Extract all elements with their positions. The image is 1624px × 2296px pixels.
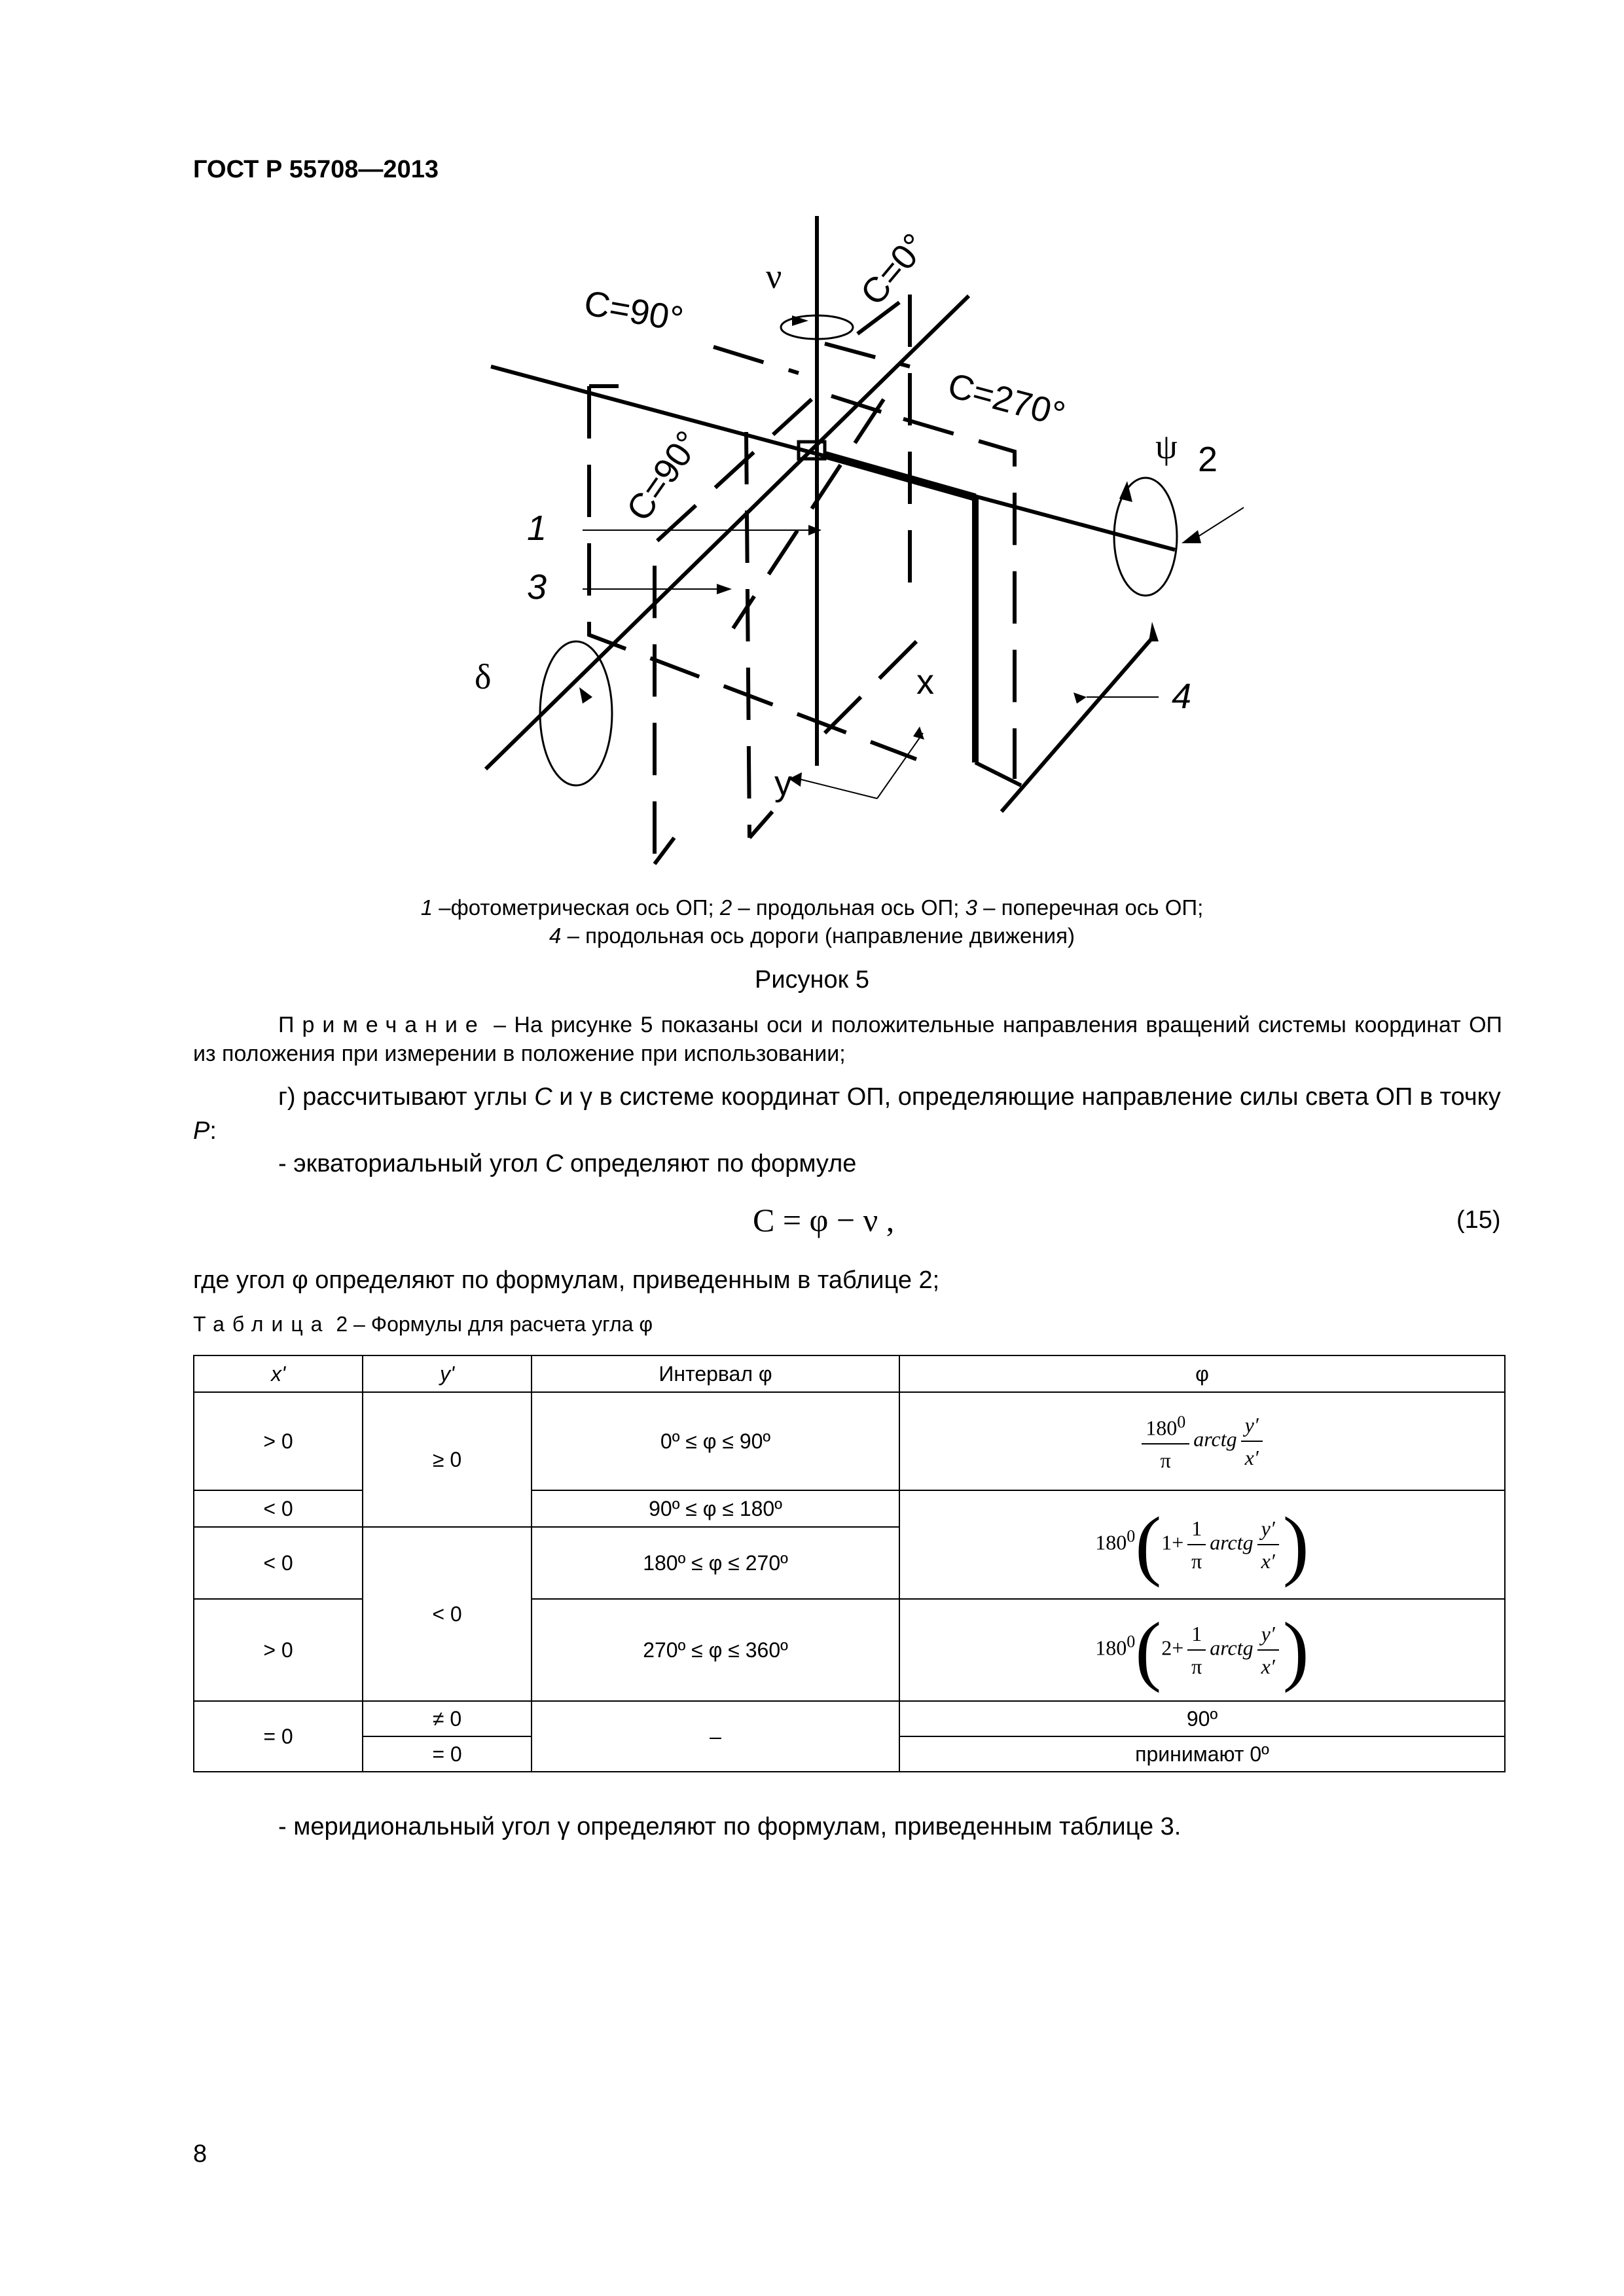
label-c90-top: C=90° — [581, 283, 687, 340]
th-interval: Интервал φ — [532, 1355, 899, 1392]
label-delta: δ — [475, 657, 492, 696]
label-1: 1 — [527, 509, 547, 548]
formula-q23: $180^0(1+$ $\frac{1}{\pi}$ arctg $\frac{y'}{x'}$ ) — [899, 1490, 1505, 1599]
formula-15: C = φ − ν , — [753, 1202, 895, 1238]
paragraph-where: где угол φ определяют по формулам, приведенным в таблице 2; — [193, 1266, 940, 1294]
label-4: 4 — [1172, 677, 1192, 716]
table-row: > 0 ≥ 0 0º ≤ φ ≤ 90º $\frac{180^0}{\pi}$ arctg $\frac{y'}{x'}$ — [194, 1392, 1505, 1490]
note-paragraph: Примечание – На рисунке 5 показаны оси и положительные направления вращений системы координат ОП из положения при измерении в положение при использовании; — [193, 1013, 1502, 1066]
label-2: 2 — [1198, 440, 1218, 479]
formula-number: (15) — [1456, 1206, 1501, 1234]
formula-q4: $180^0(2+$ $\frac{1}{\pi}$ arctg $\frac{y'}{x'}$ ) — [899, 1599, 1505, 1701]
figure-caption-line1: 1 –фотометрическая ось ОП; 2 – продольная ось ОП; 3 – поперечная ось ОП; — [420, 895, 1204, 920]
table-row: = 0 ≠ 0 – 90º — [194, 1701, 1505, 1736]
formula-q1: $\frac{180^0}{\pi}$ arctg $\frac{y'}{x'}$ — [899, 1392, 1505, 1490]
table-row: < 0 90º ≤ φ ≤ 180º $180^0(1+$ $\frac{1}{\pi}$ arctg $\frac{y'}{x'}$ ) — [194, 1490, 1505, 1527]
table-row: = 0 принимают 0º — [194, 1736, 1505, 1772]
label-c90-mid: C=90° — [619, 423, 709, 528]
th-phi: φ — [899, 1355, 1505, 1392]
page-number: 8 — [193, 2140, 208, 2168]
table-row: > 0 270º ≤ φ ≤ 360º $180^0(2+$ $\frac{1}{\pi}$ arctg $\frac{y'}{x'}$ ) — [194, 1599, 1505, 1701]
figure-axes-diagram — [458, 216, 1244, 877]
label-c0: C=0° — [853, 226, 935, 313]
phi-formula-table — [193, 1355, 1506, 1772]
label-3: 3 — [527, 567, 547, 607]
label-nu: ν — [766, 257, 782, 296]
table-row: < 0 < 0 180º ≤ φ ≤ 270º — [194, 1527, 1505, 1599]
paragraph-meridional: - меридиональный угол γ определяют по формулам, приведенным таблице 3. — [278, 1813, 1182, 1840]
label-c270: C=270° — [943, 365, 1070, 435]
figure-title: Рисунок 5 — [754, 966, 869, 994]
paragraph-equatorial: - экваториальный угол C определяют по формуле — [278, 1150, 857, 1177]
table-caption: Таблица 2 – Формулы для расчета угла φ — [193, 1312, 653, 1336]
th-x: x' — [194, 1355, 363, 1392]
label-psi: ψ — [1155, 427, 1178, 466]
road-axis — [1001, 638, 1152, 812]
label-x: x — [916, 662, 934, 702]
transverse-axis — [486, 296, 969, 769]
th-y: y' — [363, 1355, 532, 1392]
table-header-row — [194, 1355, 1505, 1392]
paragraph-g: г) рассчитывают углы C и γ в системе координат ОП, определяющие направление силы света ОП в точку P: — [193, 1083, 1501, 1145]
figure-caption-line2: 4 – продольная ось дороги (направление движения) — [549, 924, 1075, 948]
label-y: y — [774, 764, 792, 803]
document-header: ГОСТ Р 55708—2013 — [193, 156, 439, 183]
